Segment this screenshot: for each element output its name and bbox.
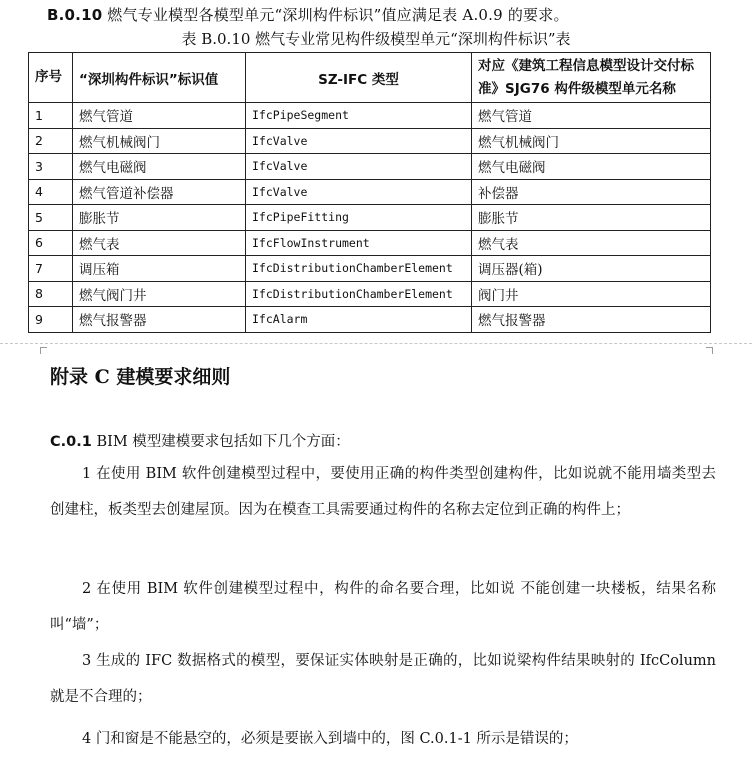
- cell-standard-name: 补偿器: [472, 179, 711, 205]
- cell-id-value: 燃气管道补偿器: [73, 179, 246, 205]
- cell-ifc-type: IfcPipeFitting: [246, 205, 472, 231]
- appendix-title: 附录 C 建模要求细则: [50, 366, 231, 388]
- cell-seq: 9: [29, 307, 73, 333]
- table-row: [29, 103, 711, 129]
- cell-standard-name: 燃气表: [472, 230, 711, 256]
- table-row: [29, 281, 711, 307]
- margin-corner-mark: [706, 347, 713, 354]
- cell-id-value: 燃气表: [73, 230, 246, 256]
- cell-seq: 4: [29, 179, 73, 205]
- cell-standard-name: 燃气报警器: [472, 307, 711, 333]
- requirement-item-3: [50, 644, 716, 715]
- requirement-item-1: [50, 457, 716, 528]
- cell-seq: 1: [29, 103, 73, 129]
- cell-seq: 3: [29, 154, 73, 180]
- cell-ifc-type: IfcFlowInstrument: [246, 230, 472, 256]
- cell-standard-name: 燃气机械阀门: [472, 128, 711, 154]
- table-caption: 表 B.0.10 燃气专业常见构件级模型单元“深圳构件标识”表: [181, 30, 571, 48]
- header-standard-name: 对应《建筑工程信息模型设计交付标准》SJG76 构件级模型单元名称: [472, 53, 711, 103]
- table-row: [29, 205, 711, 231]
- table-row: [29, 256, 711, 282]
- requirement-item-2: [50, 572, 716, 643]
- requirement-text: 2 在使用 BIM 软件创建模型过程中，构件的命名要合理，比如说 不能创建一块楼板，结果名称叫“墙”；: [50, 581, 716, 633]
- table-row: [29, 128, 711, 154]
- cell-seq: 8: [29, 281, 73, 307]
- header-seq: 序号: [29, 53, 73, 103]
- cell-id-value: 燃气报警器: [73, 307, 246, 333]
- table-row: [29, 154, 711, 180]
- clause-text: 燃气专业模型各模型单元“深圳构件标识”值应满足表 A.0.9 的要求。: [102, 6, 569, 24]
- table-row: [29, 179, 711, 205]
- section-number: C.0.1: [50, 434, 92, 450]
- requirement-text: 4 门和窗是不能悬空的，必须是要嵌入到墙中的，图 C.0.1-1 所示是错误的；: [82, 731, 578, 747]
- cell-standard-name: 燃气管道: [472, 103, 711, 129]
- cell-ifc-type: IfcAlarm: [246, 307, 472, 333]
- section-text: BIM 模型建模要求包括如下几个方面：: [91, 434, 350, 450]
- cell-seq: 2: [29, 128, 73, 154]
- requirement-text: 1 在使用 BIM 软件创建模型过程中，要使用正确的构件类型创建构件，比如说就不能用墙类型去创建柱，板类型去创建屋顶。因为在模查工具需要通过构件的名称去定位到正确的构件上；: [50, 466, 716, 518]
- page-break-line: [0, 343, 752, 344]
- cell-standard-name: 调压器(箱): [472, 256, 711, 282]
- cell-id-value: 燃气机械阀门: [73, 128, 246, 154]
- requirement-text: 3 生成的 IFC 数据格式的模型，要保证实体映射是正确的，比如说梁构件结果映射的 IfcColumn 就是不合理的；: [50, 653, 716, 705]
- cell-id-value: 膨胀节: [73, 205, 246, 231]
- cell-ifc-type: IfcValve: [246, 128, 472, 154]
- table-row: [29, 230, 711, 256]
- clause-number: B.0.10: [47, 6, 103, 24]
- header-ifc-type: SZ-IFC 类型: [246, 53, 472, 103]
- cell-id-value: 调压箱: [73, 256, 246, 282]
- cell-id-value: 燃气电磁阀: [73, 154, 246, 180]
- table-row: [29, 307, 711, 333]
- cell-standard-name: 阀门井: [472, 281, 711, 307]
- cell-ifc-type: IfcValve: [246, 154, 472, 180]
- cell-seq: 7: [29, 256, 73, 282]
- component-id-table: [28, 52, 711, 333]
- section-c-0-1: [50, 430, 350, 451]
- cell-ifc-type: IfcDistributionChamberElement: [246, 281, 472, 307]
- header-id-value: “深圳构件标识”标识值: [73, 53, 246, 103]
- clause-b-0-10: [47, 4, 569, 25]
- cell-seq: 5: [29, 205, 73, 231]
- cell-seq: 6: [29, 230, 73, 256]
- cell-ifc-type: IfcDistributionChamberElement: [246, 256, 472, 282]
- requirement-item-4: [50, 722, 716, 758]
- cell-ifc-type: IfcPipeSegment: [246, 103, 472, 129]
- cell-id-value: 燃气管道: [73, 103, 246, 129]
- cell-standard-name: 燃气电磁阀: [472, 154, 711, 180]
- cell-id-value: 燃气阀门井: [73, 281, 246, 307]
- table-header-row: [29, 53, 711, 103]
- margin-corner-mark: [40, 347, 47, 354]
- cell-standard-name: 膨胀节: [472, 205, 711, 231]
- cell-ifc-type: IfcValve: [246, 179, 472, 205]
